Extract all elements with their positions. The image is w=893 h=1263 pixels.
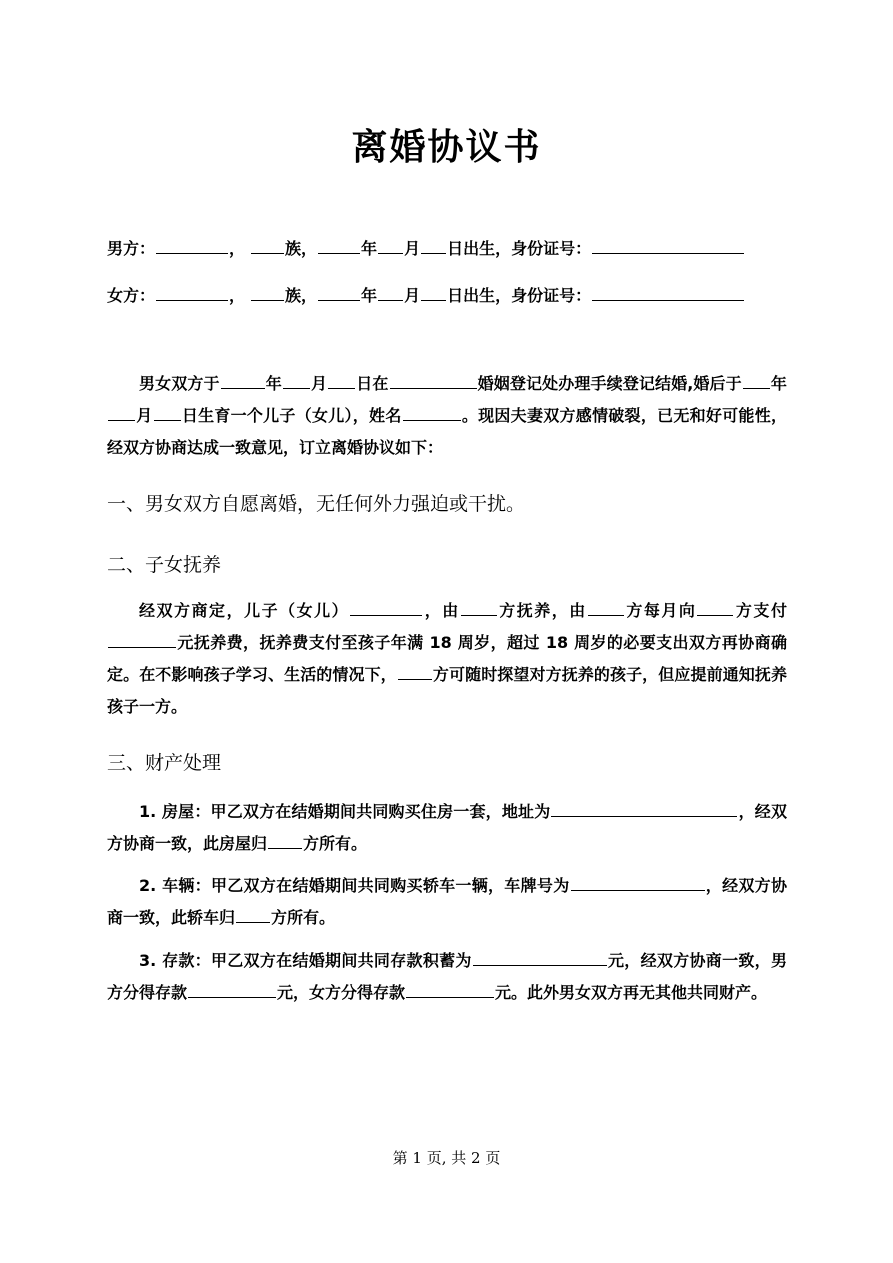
house-paragraph bbox=[107, 796, 787, 860]
male-label: 男方： bbox=[107, 239, 156, 258]
savings-text: 元。此外男女双方再无其他共同财产。 bbox=[495, 983, 768, 1002]
intro-text: 年 bbox=[265, 374, 282, 393]
house-text: 1. 房屋：甲乙双方在结婚期间共同购买住房一套，地址为 bbox=[139, 802, 551, 821]
month-label: 月 bbox=[404, 239, 421, 258]
savings-paragraph bbox=[107, 945, 787, 1009]
male-ethnicity-blank[interactable] bbox=[251, 236, 284, 254]
male-month-blank[interactable] bbox=[378, 236, 403, 254]
intro-paragraph bbox=[107, 368, 787, 464]
ethnicity-label: 族， bbox=[285, 286, 318, 305]
comma: ， bbox=[229, 286, 246, 305]
ethnicity-label: 族， bbox=[285, 239, 318, 258]
visitation-party-blank[interactable] bbox=[398, 662, 432, 680]
child-blank[interactable] bbox=[350, 598, 422, 616]
male-year-blank[interactable] bbox=[318, 236, 360, 254]
house-text: 方所有。 bbox=[303, 834, 368, 853]
payee-party-blank[interactable] bbox=[697, 598, 733, 616]
male-savings-blank[interactable] bbox=[188, 980, 276, 998]
male-id-blank[interactable] bbox=[592, 236, 744, 254]
custody-text: 元抚养费，抚养费支付至孩子年满 18 周岁，超过 18 周岁的必要支出双方再协商确定。在不影响孩子学习、生活的情况下， bbox=[107, 633, 787, 684]
child-birth-month-blank[interactable] bbox=[108, 403, 135, 421]
custody-text: ，由 bbox=[423, 601, 460, 620]
year-label: 年 bbox=[361, 286, 378, 305]
custody-text: 经双方商定，儿子（女儿） bbox=[139, 601, 350, 620]
custody-text: 方可随时探望对方抚养的孩子，但应提前通知抚养孩子一方。 bbox=[107, 665, 787, 716]
female-month-blank[interactable] bbox=[378, 283, 403, 301]
vehicle-text: 方所有。 bbox=[271, 908, 336, 927]
child-birth-day-blank[interactable] bbox=[154, 403, 181, 421]
marriage-day-blank[interactable] bbox=[328, 371, 355, 389]
page-footer: 第 1 页, 共 2 页 bbox=[392, 1149, 501, 1167]
section2-heading: 二、子女抚养 bbox=[107, 554, 222, 576]
intro-text: 月 bbox=[136, 406, 153, 425]
section1-heading: 一、男女双方自愿离婚，无任何外力强迫或干扰。 bbox=[107, 493, 526, 515]
intro-text: 日生育一个儿子（女儿），姓名 bbox=[181, 406, 402, 425]
house-owner-blank[interactable] bbox=[268, 831, 302, 849]
female-year-blank[interactable] bbox=[318, 283, 360, 301]
marriage-month-blank[interactable] bbox=[283, 371, 310, 389]
intro-text: 婚姻登记处办理手续登记结婚,婚后于 bbox=[477, 374, 742, 393]
savings-text: 元，经双方协商一致，男方分得存款 bbox=[107, 951, 787, 1002]
support-amount-blank[interactable] bbox=[108, 630, 176, 648]
marriage-year-blank[interactable] bbox=[221, 371, 265, 389]
female-id-blank[interactable] bbox=[592, 283, 744, 301]
female-day-blank[interactable] bbox=[421, 283, 446, 301]
child-birth-year-blank[interactable] bbox=[743, 371, 770, 389]
year-label: 年 bbox=[361, 239, 378, 258]
custody-party-blank[interactable] bbox=[461, 598, 497, 616]
plate-number-blank[interactable] bbox=[571, 873, 705, 891]
vehicle-text: ，经双方协商一致，此轿车归 bbox=[107, 876, 787, 927]
intro-text: 月 bbox=[310, 374, 328, 393]
registry-blank[interactable] bbox=[390, 371, 477, 389]
vehicle-text: 2. 车辆：甲乙双方在结婚期间共同购买轿车一辆，车牌号为 bbox=[139, 876, 570, 895]
custody-paragraph bbox=[107, 595, 787, 723]
payer-party-blank[interactable] bbox=[588, 598, 624, 616]
document-title: 离婚协议书 bbox=[351, 127, 542, 168]
male-name-blank[interactable] bbox=[156, 236, 228, 254]
savings-text: 元，女方分得存款 bbox=[277, 983, 406, 1002]
section3-heading: 三、财产处理 bbox=[107, 752, 222, 774]
month-label: 月 bbox=[404, 286, 421, 305]
savings-total-blank[interactable] bbox=[473, 948, 607, 966]
comma: ， bbox=[229, 239, 246, 258]
intro-text: 。现因夫妻双方感情破裂，已无和好可能性，经双方协商达成一致意见，订立离婚协议如下： bbox=[107, 406, 787, 457]
female-savings-blank[interactable] bbox=[406, 980, 494, 998]
custody-text: 方抚养，由 bbox=[497, 601, 587, 620]
intro-text: 日在 bbox=[356, 374, 389, 393]
female-label: 女方： bbox=[107, 286, 156, 305]
female-party-line bbox=[107, 283, 745, 308]
vehicle-owner-blank[interactable] bbox=[236, 905, 270, 923]
intro-text: 男女双方于 bbox=[139, 374, 220, 393]
house-text: ，经双方协商一致，此房屋归 bbox=[107, 802, 787, 853]
intro-text: 年 bbox=[770, 374, 787, 393]
custody-text: 方每月向 bbox=[624, 601, 697, 620]
custody-text: 方支付 bbox=[734, 601, 787, 620]
birth-id-label: 日出生，身份证号： bbox=[447, 239, 592, 258]
child-name-blank[interactable] bbox=[403, 403, 461, 421]
savings-text: 3. 存款：甲乙双方在结婚期间共同存款积蓄为 bbox=[139, 951, 472, 970]
birth-id-label: 日出生，身份证号： bbox=[447, 286, 592, 305]
male-day-blank[interactable] bbox=[421, 236, 446, 254]
female-name-blank[interactable] bbox=[156, 283, 228, 301]
female-ethnicity-blank[interactable] bbox=[251, 283, 284, 301]
house-address-blank[interactable] bbox=[551, 799, 737, 817]
male-party-line bbox=[107, 236, 745, 261]
vehicle-paragraph bbox=[107, 870, 787, 934]
